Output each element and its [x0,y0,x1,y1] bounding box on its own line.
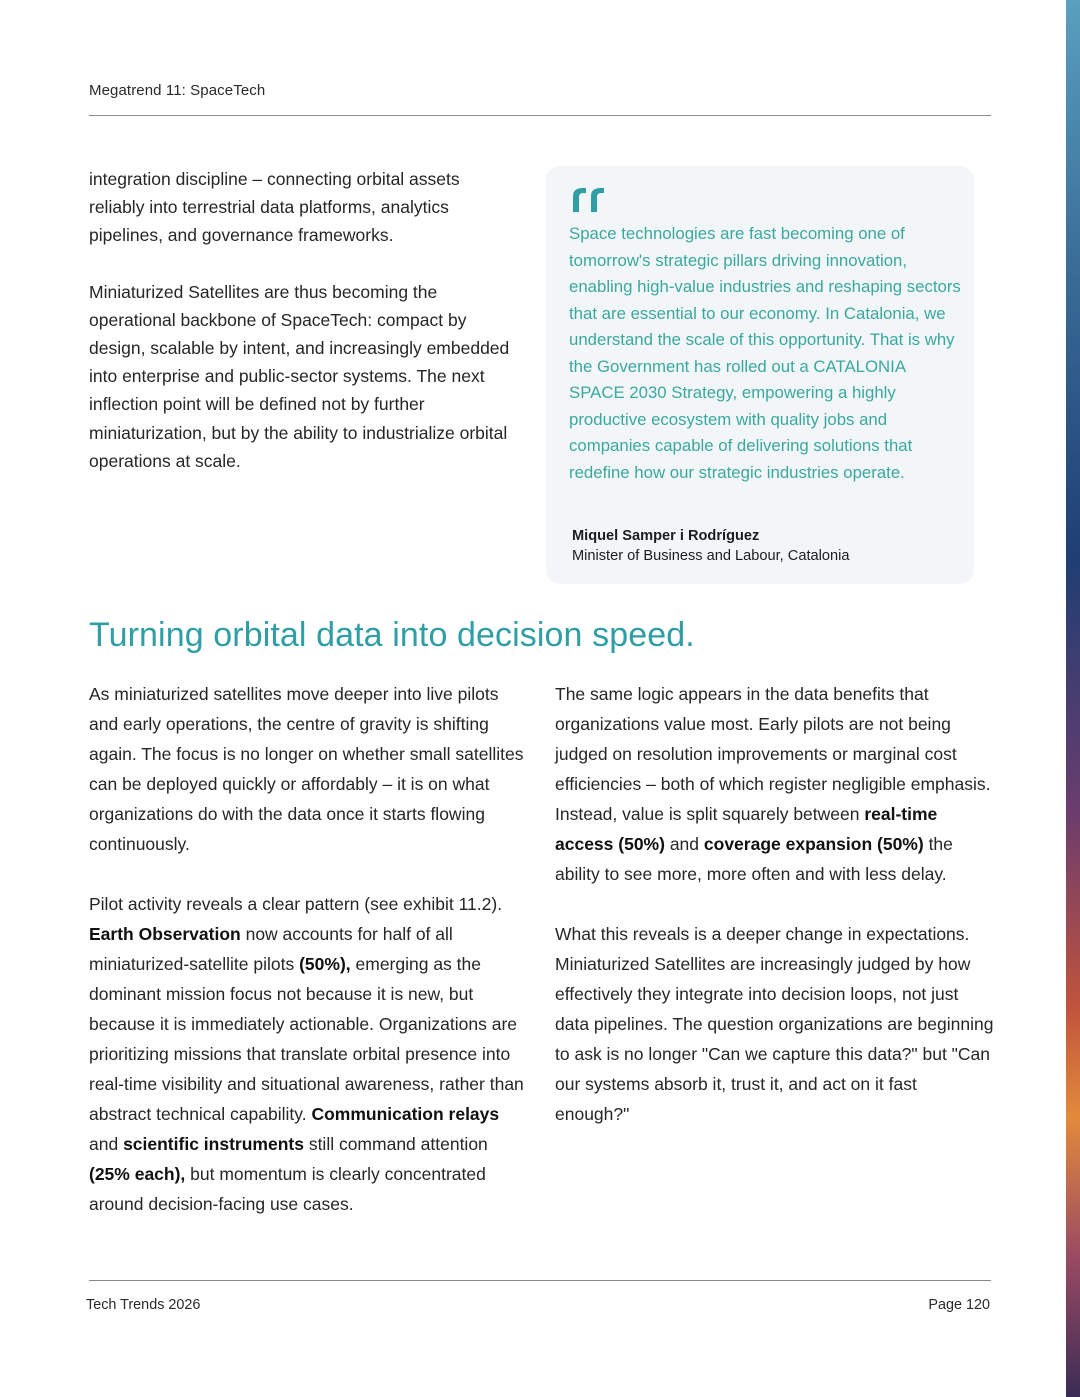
body-paragraph: Pilot activity reveals a clear pattern (see exhibit 11.2). Earth Observation now accounts for half of all miniaturized-satellite pilots (50%), emerging as the dominant mission focus not because it is new, but because it is immediately actionable. Organizations are prioritizing missions that translate orbital presence into real-time visibility and situational awareness, rather than abstract technical capability. Communication relays and scientific instruments still command attention (25% each), but momentum is clearly concentrated around decision-facing use cases. [89,894,524,1214]
intro-paragraph: Miniaturized Satellites are thus becoming the operational backbone of SpaceTech: compact by design, scalable by intent, and increasingly embedded into enterprise and public-sector systems. The next inflection point will be defined not by further miniaturization, but by the ability to industrialize orbital operations at scale. [89,281,510,471]
footer-page-number: Page 120 [928,1297,990,1313]
page-edge-gradient [1066,0,1080,1397]
body-paragraph: As miniaturized satellites move deeper into live pilots and early operations, the centre of gravity is shifting again. The focus is no longer on whether small satellites can be deployed quickly or affordably – it is on what organizations do with the data once it starts flowing continuously. [89,684,524,854]
intro-paragraph: integration discipline – connecting orbital assets reliably into terrestrial data platforms, analytics pipelines, and governance frameworks. [89,169,460,246]
body-column-left [89,679,527,1249]
section-heading: Turning orbital data into decision speed. [89,616,695,654]
body-paragraph: What this reveals is a deeper change in expectations. Miniaturized Satellites are increasingly judged by how effectively they integrate into decision loops, not just data pipelines. The question organizations are beginning to ask is no longer "Can we capture this data?" but "Can our systems absorb it, trust it, and act on it fast enough?" [555,924,994,1124]
footer-divider [89,1280,991,1281]
intro-text [89,165,519,503]
body-paragraph: The same logic appears in the data benefits that organizations value most. Early pilots are not being judged on resolution improvements or marginal cost efficiencies – both of which register negligible emphasis. Instead, value is split squarely between real-time access (50%) and coverage expansion (50%) the ability to see more, more often and with less delay. [555,684,991,884]
header-divider [89,115,991,116]
running-header: Megatrend 11: SpaceTech [89,82,266,99]
footer-publication: Tech Trends 2026 [86,1297,201,1313]
quote-author: Miquel Samper i Rodríguez [572,528,760,544]
quote-mark-icon [571,186,607,214]
body-column-right [555,679,995,1159]
quote-author-role: Minister of Business and Labour, Catalonia [572,548,850,564]
quote-text: Space technologies are fast becoming one of tomorrow's strategic pillars driving innovation, enabling high-value industries and reshaping sectors that are essential to our economy. In Catalonia, we understand the scale of this opportunity. That is why the Government has rolled out a CATALONIA SPACE 2030 Strategy, empowering a highly productive ecosystem with quality jobs and companies capable of delivering solutions that redefine how our strategic industries operate. [569,224,961,482]
